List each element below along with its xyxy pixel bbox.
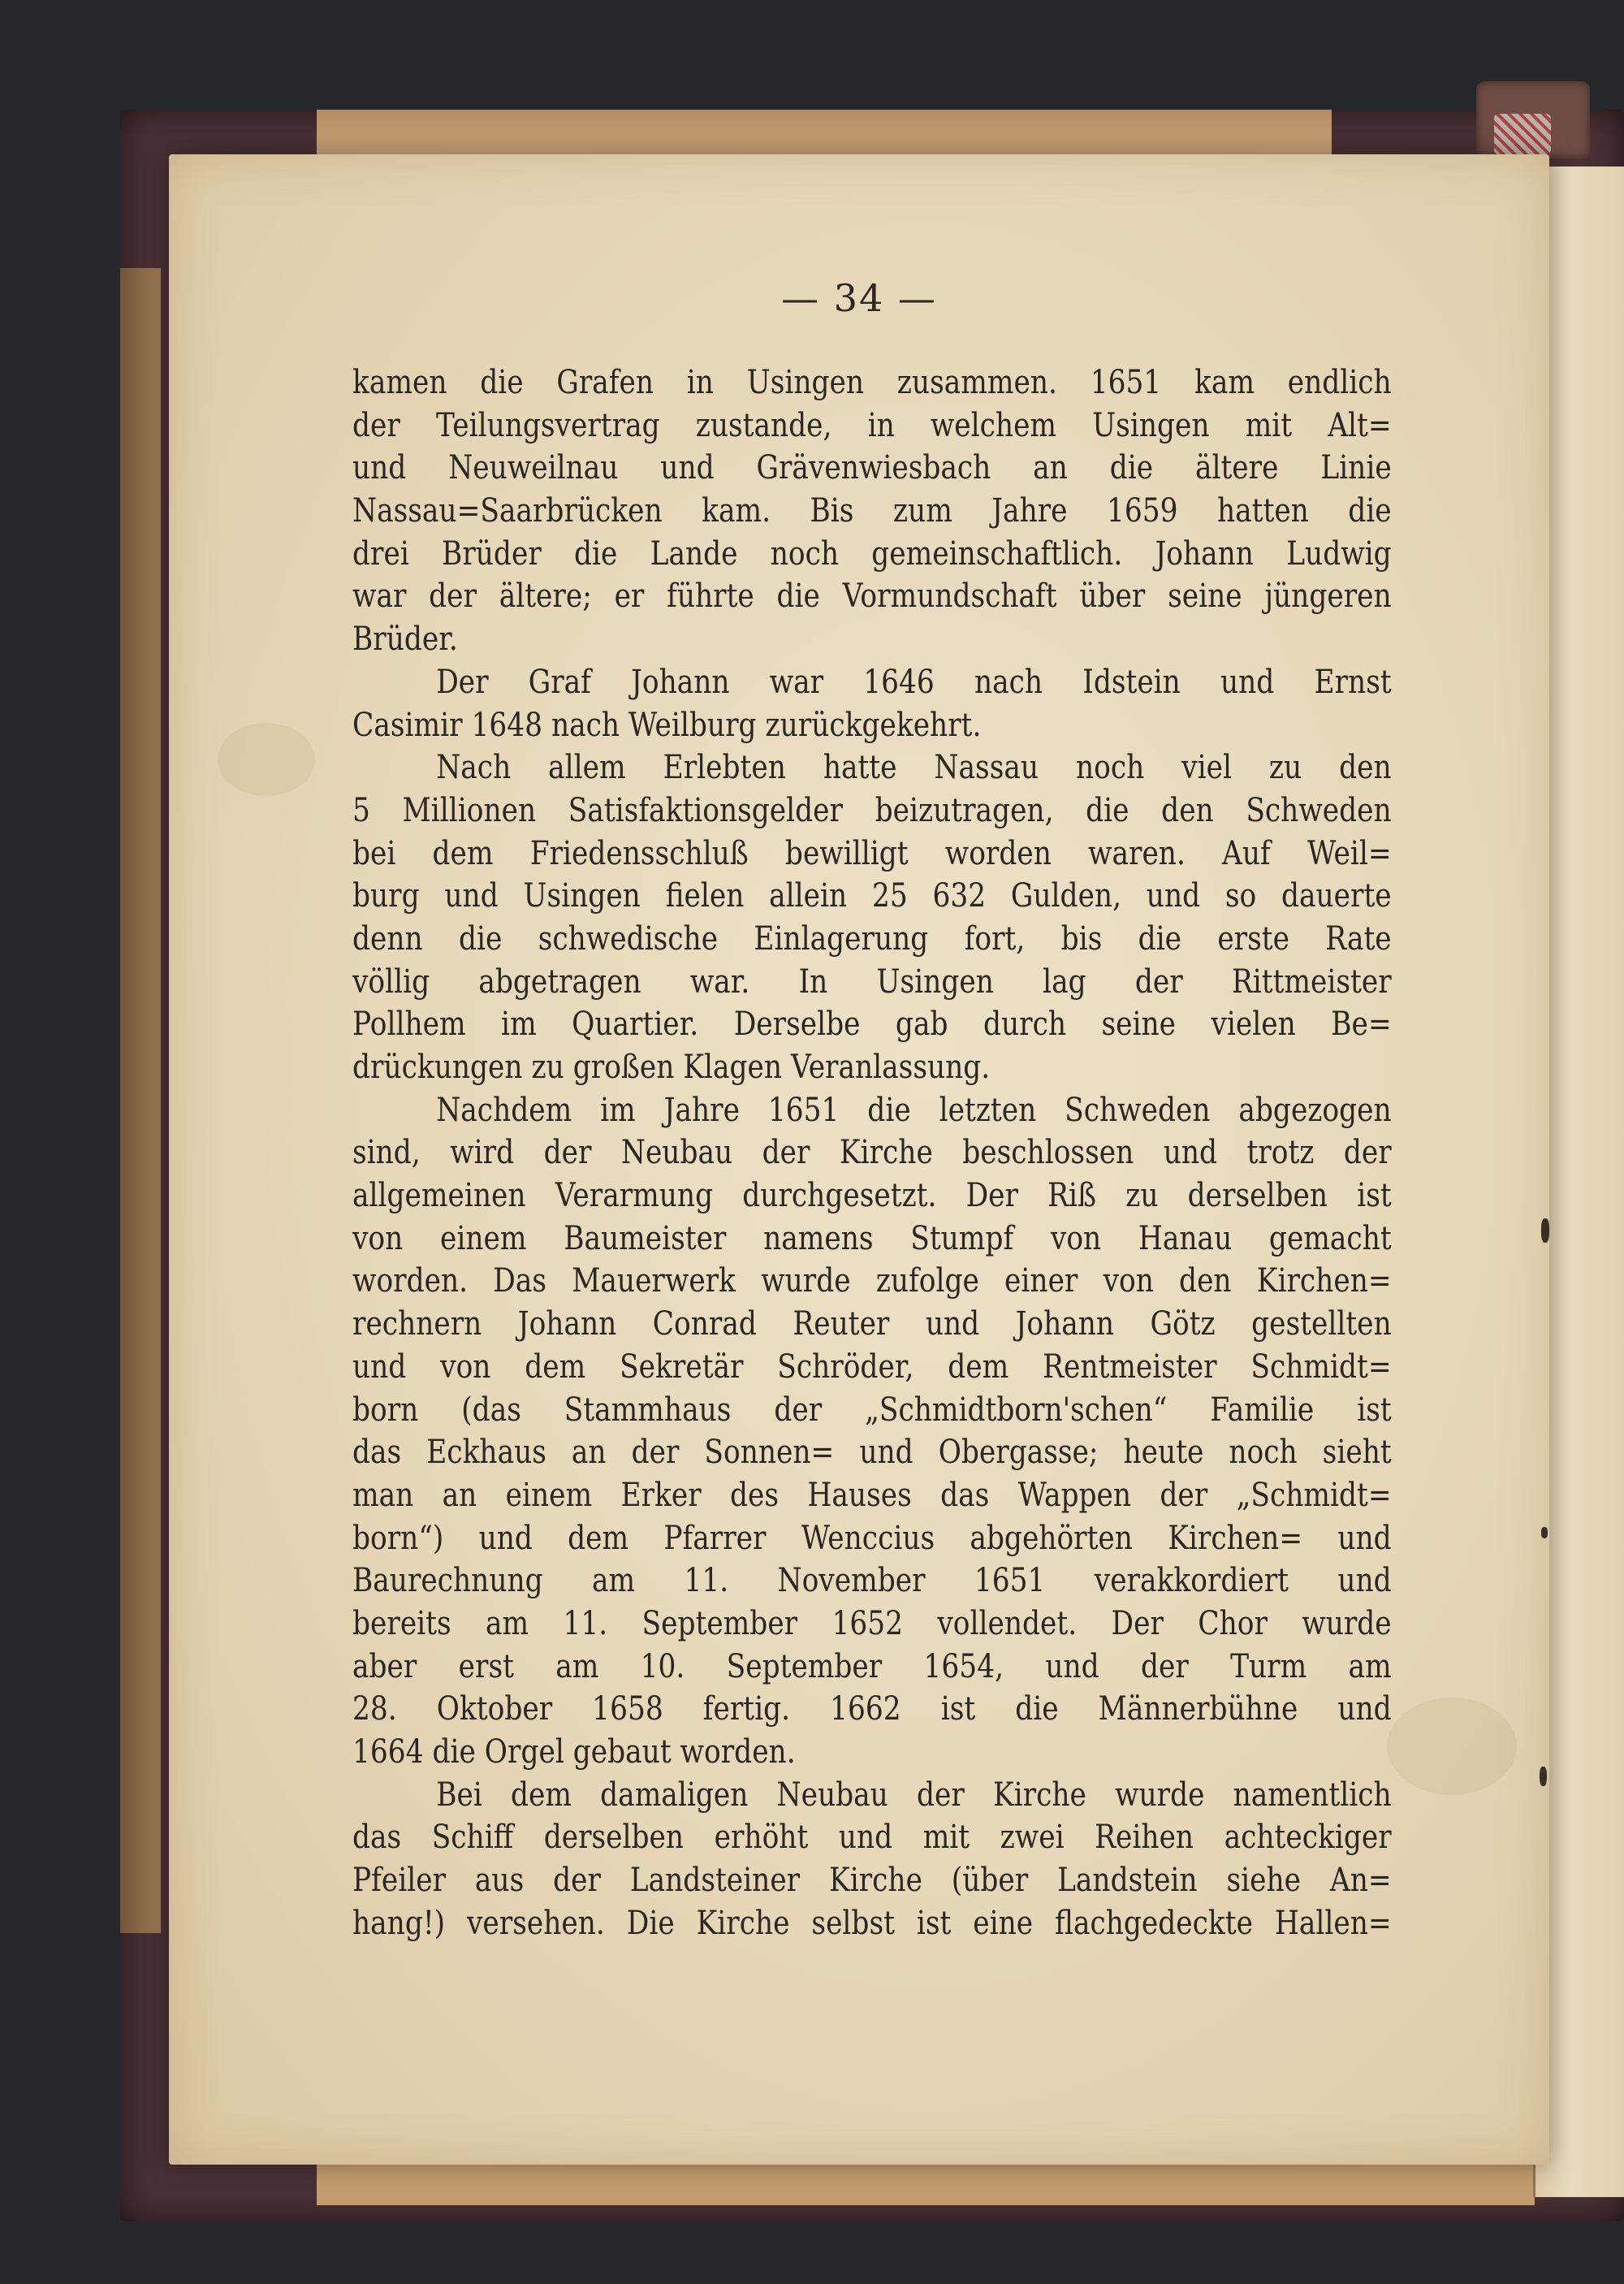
text-line: Baurechnung am 11. November 1651 verakkordiert und [352, 1562, 1392, 1600]
text-line: war der ältere; er führte die Vormundschaft über seine jüngeren [352, 577, 1392, 616]
text-line: denn die schwedische Einlagerung fort, bis die erste Rate [352, 919, 1392, 958]
margin-speck [1541, 1527, 1548, 1538]
text-line: drückungen zu großen Klagen Veranlassung. [352, 1049, 991, 1086]
margin-speck [1541, 1218, 1549, 1243]
text-line: born“) und dem Pfarrer Wenccius abgehörten Kirchen= und [352, 1519, 1392, 1557]
text-line: bereits am 11. September 1652 vollendet. Der Chor wurde [352, 1604, 1392, 1642]
text-line: burg und Usingen fielen allein 25 632 Gulden, und so dauerte [352, 877, 1392, 915]
text-line: Der Graf Johann war 1646 nach Idstein und Ernst [436, 663, 1392, 701]
cover-edge-bottom [317, 2165, 1535, 2205]
text-line: drei Brüder die Lande noch gemeinschaftlich. Johann Ludwig [352, 534, 1392, 573]
text-line: bei dem Friedensschluß bewilligt worden waren. Auf Weil= [352, 834, 1392, 872]
text-line: allgemeinen Verarmung durchgesetzt. Der Riß zu derselben ist [352, 1177, 1392, 1215]
paper-stain [218, 723, 315, 796]
text-line: Pollhem im Quartier. Derselbe gab durch seine vielen Be= [352, 1006, 1392, 1044]
text-line: man an einem Erker des Hauses das Wappen der „Schmidt= [352, 1476, 1392, 1514]
text-line: aber erst am 10. September 1654, und der Turm am [352, 1647, 1392, 1685]
paper-stain [1387, 1698, 1517, 1795]
margin-speck [1540, 1767, 1547, 1786]
text-line: der Teilungsvertrag zustande, in welchem Usingen mit Alt= [352, 406, 1392, 444]
text-line: Bei dem damaligen Neubau der Kirche wurde namentlich [436, 1776, 1392, 1814]
text-line: hang!) versehen. Die Kirche selbst ist eine flachgedeckte Hallen= [352, 1904, 1392, 1942]
text-line: und von dem Sekretär Schröder, dem Rentmeister Schmidt= [352, 1347, 1392, 1386]
page-number: — 34 — [781, 276, 937, 320]
text-line: worden. Das Mauerwerk wurde zufolge einer von den Kirchen= [352, 1262, 1392, 1300]
body-text [352, 361, 1392, 1944]
text-line: 1664 die Orgel gebaut worden. [352, 1733, 796, 1771]
text-line: Nach allem Erlebten hatte Nassau noch viel zu den [436, 749, 1392, 787]
cover-edge-top [317, 110, 1332, 158]
text-line: Nassau=Saarbrücken kam. Bis zum Jahre 1659 hatten die [352, 492, 1392, 530]
text-line: born (das Stammhaus der „Schmidtborn'schen“ Familie ist [352, 1391, 1392, 1429]
text-line: das Schiff derselben erhöht und mit zwei Reihen achteckiger [352, 1819, 1392, 1857]
text-line: das Eckhaus an der Sonnen= und Obergasse; heute noch sieht [352, 1434, 1392, 1472]
binding-thread [1494, 114, 1551, 154]
text-line: 5 Millionen Satisfaktionsgelder beizutragen, die den Schweden [352, 791, 1392, 829]
text-line: von einem Baumeister namens Stumpf von Hanau gemacht [352, 1219, 1392, 1257]
text-line: Pfeiler aus der Landsteiner Kirche (über Landstein siehe An= [352, 1862, 1392, 1900]
text-line: Brüder. [352, 621, 458, 659]
text-line: 28. Oktober 1658 fertig. 1662 ist die Männerbühne und [352, 1690, 1392, 1728]
text-line: kamen die Grafen in Usingen zusammen. 1651 kam endlich [352, 364, 1392, 401]
cover-edge-left [120, 268, 161, 1933]
text-line: Casimir 1648 nach Weilburg zurückgekehrt. [352, 706, 982, 744]
book-page [169, 154, 1549, 2165]
text-line: Nachdem im Jahre 1651 die letzten Schweden abgezogen [436, 1091, 1392, 1129]
text-line: und Neuweilnau und Grävenwiesbach an die ältere Linie [352, 449, 1392, 487]
text-line: rechnern Johann Conrad Reuter und Johann Götz gestellten [352, 1305, 1392, 1343]
text-line: sind, wird der Neubau der Kirche beschlossen und trotz der [352, 1134, 1392, 1172]
text-line: völlig abgetragen war. In Usingen lag der Rittmeister [352, 962, 1392, 1001]
